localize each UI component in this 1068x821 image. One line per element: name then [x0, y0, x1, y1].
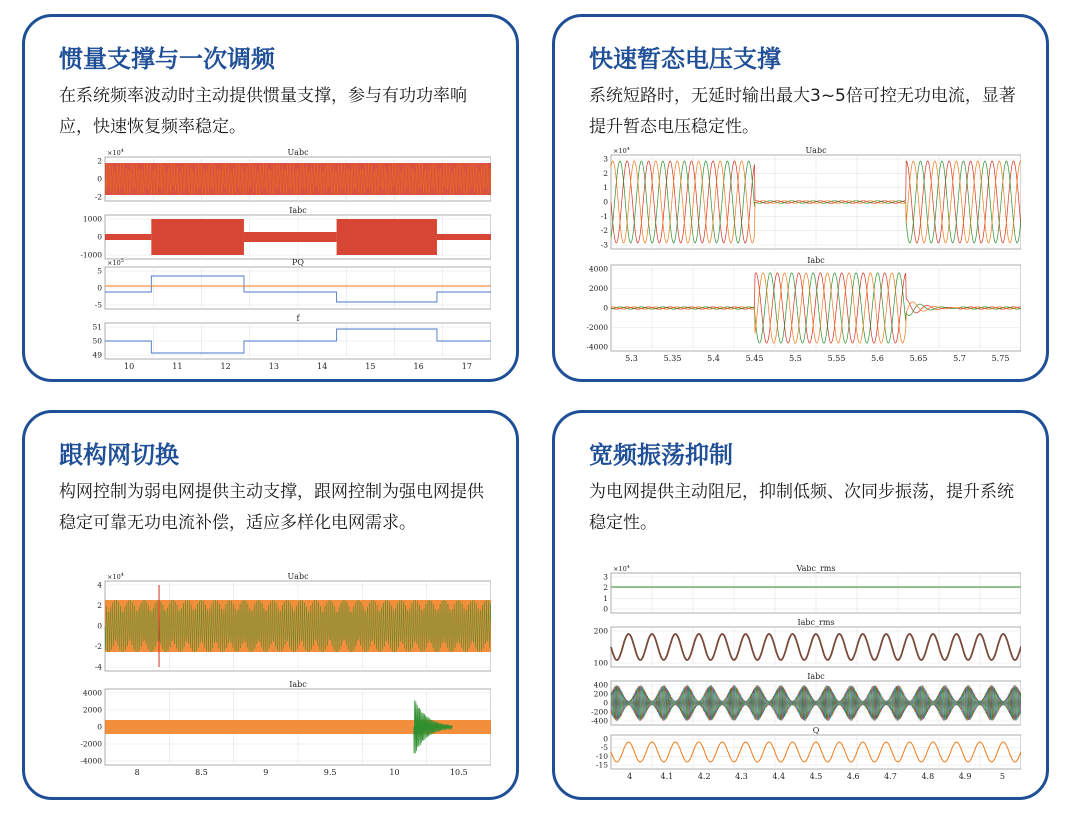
y-tick-label: 4000 [588, 264, 608, 274]
y-tick-label: -15 [595, 760, 608, 770]
y-tick-label: -2000 [586, 323, 608, 332]
y-tick-label: 0 [603, 698, 608, 708]
panel-title: Iabc [807, 672, 825, 681]
y-tick-label: 3 [603, 154, 608, 164]
chart-grid-forming-switch [55, 571, 491, 779]
y-tick-label: 2 [603, 168, 608, 178]
x-tick-label: 5.4 [707, 354, 720, 363]
y-tick-label: 0 [603, 734, 608, 744]
y-tick-label: -3 [600, 240, 608, 250]
panel-title: Iabc_rms [797, 618, 835, 627]
x-tick-label: 4 [627, 772, 633, 779]
x-tick-label: 11 [172, 362, 183, 369]
y-tick-label: 0 [97, 283, 102, 293]
x-tick-label: 8 [134, 768, 140, 777]
panel-title: Iabc [807, 256, 825, 265]
x-tick-label: 5.5 [789, 354, 802, 363]
x-tick-label: 5.55 [827, 354, 846, 363]
series-iabc-band [437, 234, 491, 240]
y-tick-label: 2000 [82, 705, 102, 715]
x-tick-label: 10.5 [449, 768, 468, 777]
y-tick-label: 0 [603, 604, 608, 614]
x-tick-label: 13 [268, 362, 279, 369]
panel-title: Uabc [805, 147, 827, 155]
x-tick-label: 4.9 [958, 772, 972, 779]
y-tick-label: 5 [97, 266, 102, 276]
x-tick-label: 12 [220, 362, 231, 369]
series-iabc-band [151, 219, 244, 255]
y-tick-label: 400 [593, 680, 608, 690]
x-tick-label: 10 [389, 768, 400, 777]
y-tick-label: -2 [94, 192, 102, 202]
chart-wideband-oscillation [585, 565, 1021, 779]
exponent-label: $\times 10^4$ [107, 148, 124, 157]
panel-title: f [296, 314, 300, 323]
y-tick-label: 2 [97, 601, 102, 610]
series-iabc-band [337, 219, 437, 255]
panel-title: Uabc [287, 148, 309, 157]
y-tick-label: -1000 [80, 250, 102, 260]
card-title: 惯量支撑与一次调频 [59, 45, 275, 73]
x-tick-label: 5.75 [991, 354, 1010, 363]
y-tick-label: 50 [92, 336, 102, 346]
exponent-label: $\times 10^4$ [613, 565, 630, 573]
x-tick-label: 5.45 [745, 354, 764, 363]
x-tick-label: 5.65 [909, 354, 928, 363]
card-transient-voltage-support [552, 14, 1049, 382]
y-tick-label: 1000 [82, 214, 102, 224]
y-tick-label: 0 [97, 621, 102, 631]
card-inertia-support [22, 14, 519, 382]
x-tick-label: 5.6 [871, 354, 884, 363]
x-tick-label: 8.5 [195, 768, 208, 777]
y-tick-label: 0 [97, 232, 102, 242]
y-tick-label: 1 [603, 593, 608, 603]
x-tick-label: 10 [124, 362, 135, 369]
y-tick-label: 3 [603, 572, 608, 582]
x-tick-label: 4.4 [772, 772, 786, 779]
card-title: 跟构网切换 [59, 441, 179, 469]
y-tick-label: 100 [593, 658, 608, 668]
y-tick-label: -5 [600, 743, 608, 753]
x-tick-label: 4.1 [660, 772, 674, 779]
y-tick-label: -4000 [80, 756, 102, 766]
y-tick-label: 4 [97, 580, 102, 590]
y-tick-label: 0 [97, 174, 102, 184]
panel-title: Uabc [287, 572, 309, 581]
y-tick-label: 200 [593, 626, 608, 636]
card-grid-forming-switch [22, 410, 519, 800]
exponent-label: $\times 10^4$ [613, 147, 630, 155]
x-tick-label: 4.5 [809, 772, 823, 779]
x-tick-label: 9 [263, 768, 269, 777]
card-title: 宽频振荡抑制 [589, 441, 733, 469]
chart-transient-voltage [585, 147, 1021, 369]
x-tick-label: 5.7 [953, 354, 966, 363]
y-tick-label: -400 [591, 716, 608, 726]
card-wideband-oscillation [552, 410, 1049, 800]
x-tick-label: 4.6 [846, 772, 860, 779]
panel-title: PQ [292, 258, 304, 267]
y-tick-label: 200 [593, 689, 608, 699]
x-tick-label: 4.2 [697, 772, 711, 779]
x-tick-label: 5.35 [663, 354, 682, 363]
x-tick-label: 5 [999, 772, 1005, 779]
card-description: 在系统频率波动时主动提供惯量支撑，参与有功功率响应，快速恢复频率稳定。 [59, 86, 467, 137]
y-tick-label: -200 [591, 707, 608, 717]
y-tick-label: -5 [94, 300, 102, 310]
x-tick-label: 16 [413, 362, 424, 369]
x-tick-label: 4.7 [884, 772, 897, 779]
y-tick-label: 51 [92, 322, 102, 332]
card-description: 为电网提供主动阻尼，抑制低频、次同步振荡，提升系统稳定性。 [589, 482, 1014, 533]
panel-title: Iabc [289, 680, 307, 689]
y-tick-label: -4000 [586, 342, 608, 352]
y-tick-label: 4000 [82, 688, 102, 698]
chart-inertia-frequency [55, 147, 491, 369]
y-tick-label: 2 [603, 583, 608, 593]
card-title: 快速暂态电压支撑 [589, 45, 781, 73]
y-tick-label: -10 [595, 751, 608, 761]
y-tick-label: 0 [97, 722, 102, 732]
x-tick-label: 14 [317, 362, 328, 369]
panel-title: Q [812, 726, 820, 735]
y-tick-label: -1 [600, 211, 608, 221]
x-tick-label: 5.3 [625, 354, 638, 363]
exponent-label: $\times 10^5$ [107, 258, 124, 267]
x-tick-label: 4.3 [735, 772, 748, 779]
panel-title: Vabc_rms [796, 565, 836, 573]
card-description: 系统短路时，无延时输出最大3~5倍可控无功电流，显著提升暂态电压稳定性。 [589, 86, 1016, 137]
exponent-label: $\times 10^4$ [107, 572, 124, 581]
y-tick-label: 0 [603, 303, 608, 313]
x-tick-label: 9.5 [323, 768, 337, 777]
y-tick-label: -2000 [80, 739, 102, 749]
x-tick-label: 4.8 [921, 772, 935, 779]
y-tick-label: 2 [97, 156, 102, 166]
x-tick-label: 15 [365, 362, 376, 369]
y-tick-label: 2000 [588, 284, 608, 293]
series-iabc-band [244, 232, 337, 242]
card-description: 构网控制为弱电网提供主动支撑，跟网控制为强电网提供稳定可靠无功电流补偿，适应多样化电网需求。 [59, 482, 484, 533]
y-tick-label: -2 [94, 642, 102, 651]
panel-title: Iabc [289, 206, 307, 215]
y-tick-label: 49 [92, 350, 102, 360]
y-tick-label: -2 [600, 226, 608, 236]
series-iabc-band [105, 234, 151, 240]
y-tick-label: 1 [603, 183, 608, 193]
x-tick-label: 17 [461, 362, 472, 369]
y-tick-label: -4 [94, 662, 102, 672]
y-tick-label: 0 [603, 197, 608, 207]
